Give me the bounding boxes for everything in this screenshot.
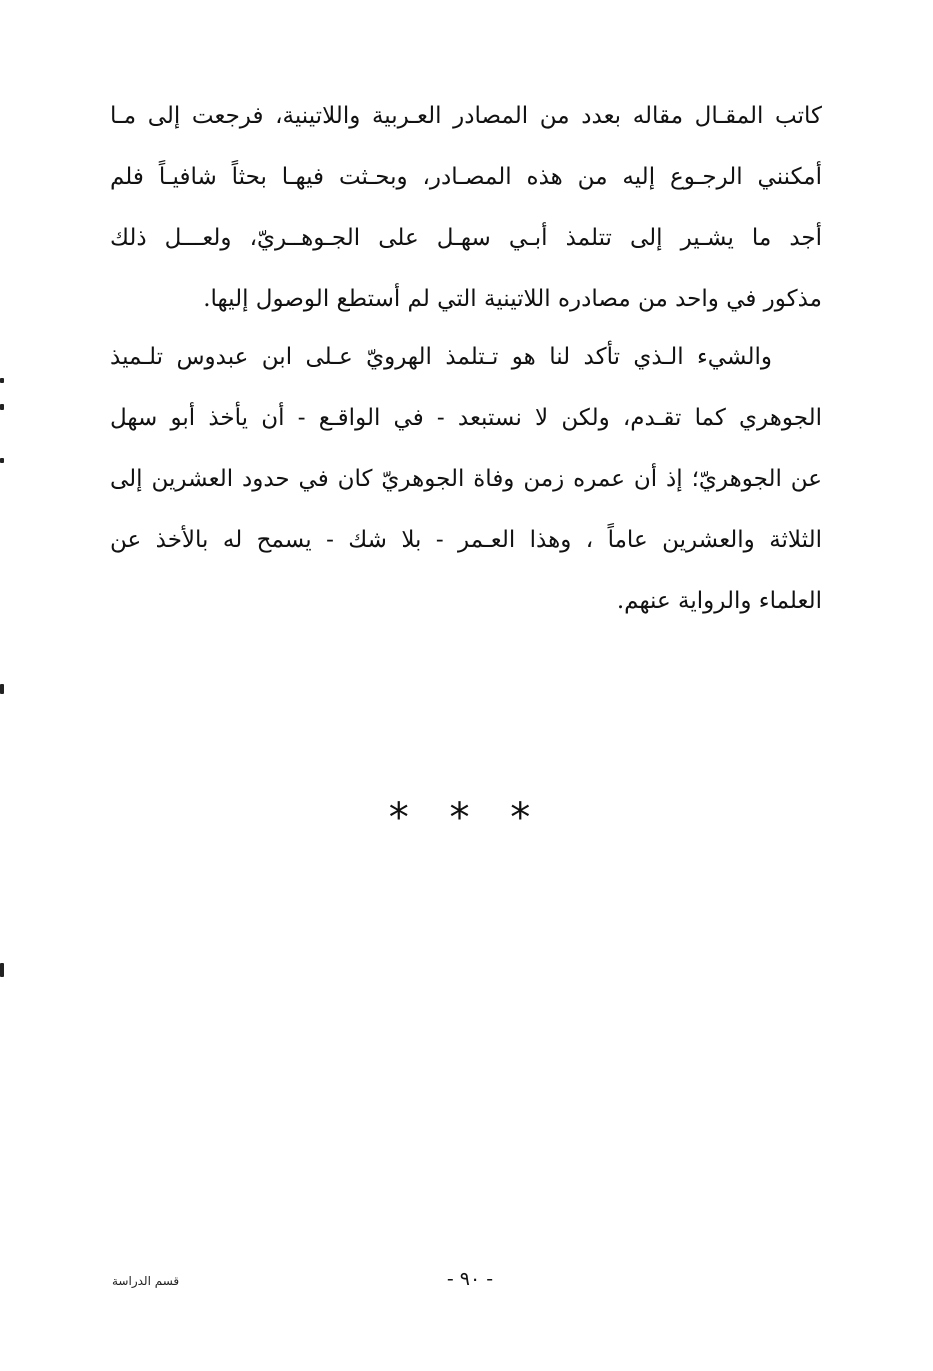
text-line: أمكنني الرجـوع إليه من هذه المصـادر، وبحـثت فيهـا بحثاً شافيـاً فلم <box>110 164 822 190</box>
paragraph-1 <box>110 86 822 330</box>
scan-edge-mark <box>0 458 4 463</box>
scan-edge-mark <box>0 684 4 694</box>
text-line: العلماء والرواية عنهم. <box>616 588 822 614</box>
text-line: أجد ما يشـير إلى تتلمذ أبـي سهـل على الجـوهــريّ، ولعـــل ذلك <box>110 225 822 251</box>
scan-edge-mark <box>0 404 4 410</box>
section-label: قسم الدراسة <box>112 1274 180 1288</box>
page-number: - ٩٠ - <box>446 1268 494 1290</box>
text-line: مذكور في واحد من مصادره اللاتينية التي لم أستطع الوصول إليها. <box>203 286 822 312</box>
text-line: والشيء الـذي تأكد لنا هو تـتلمذ الهرويّ عـلى ابن عبدوس تلـميذ <box>110 344 772 370</box>
text-line: كاتب المقـال مقاله بعدد من المصادر العـربية واللاتينية، فرجعت إلى مـا <box>110 103 822 129</box>
text-line: الجوهري كما تقـدم، ولكن لا نستبعد - في الواقـع - أن يأخذ أبو سهل <box>110 405 822 431</box>
scan-edge-mark <box>0 378 4 383</box>
text-line: الثلاثة والعشرين عاماً ، وهذا العـمر - بلا شك - يسمح له بالأخذ عن <box>110 527 822 553</box>
text-line: عن الجوهريّ؛ إذ أن عمره زمن وفاة الجوهريّ كان في حدود العشرين إلى <box>110 466 822 492</box>
scan-edge-mark <box>0 963 4 977</box>
paragraph-2 <box>110 327 822 632</box>
section-separator: * * * <box>388 795 545 841</box>
